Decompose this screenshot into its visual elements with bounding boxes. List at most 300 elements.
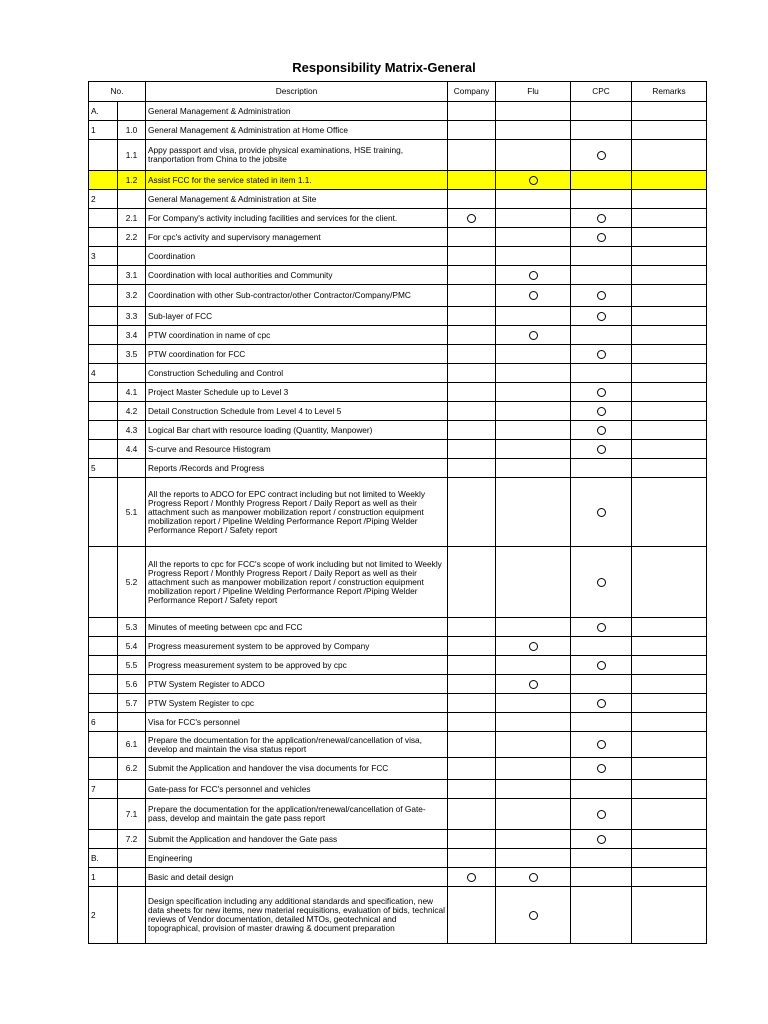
row-description: Sub-layer of FCC: [146, 307, 448, 326]
row-company-cell: [448, 364, 496, 383]
row-number: [89, 547, 118, 618]
table-row: [89, 326, 707, 345]
row-description: Progress measurement system to be approved by cpc: [146, 656, 448, 675]
row-company-cell: [448, 849, 496, 868]
row-flu-cell: [496, 478, 571, 547]
table-row: [89, 459, 707, 478]
row-number: [89, 383, 118, 402]
row-flu-cell: [496, 228, 571, 247]
row-flu-cell: [496, 868, 571, 887]
header-description: Description: [146, 82, 448, 102]
table-row: [89, 656, 707, 675]
row-number: [89, 440, 118, 459]
row-subnumber: 4.2: [118, 402, 146, 421]
row-description: PTW coordination for FCC: [146, 345, 448, 364]
row-subnumber: 5.5: [118, 656, 146, 675]
row-cpc-cell: [571, 780, 632, 799]
row-remarks-cell: [632, 307, 707, 326]
row-description: Logical Bar chart with resource loading (Quantity, Manpower): [146, 421, 448, 440]
row-number: 2: [89, 190, 118, 209]
row-description: Reports /Records and Progress: [146, 459, 448, 478]
table-row: [89, 421, 707, 440]
circle-mark-icon: [529, 271, 538, 280]
row-number: [89, 326, 118, 345]
table-row: [89, 121, 707, 140]
row-cpc-cell: [571, 326, 632, 345]
row-number: [89, 307, 118, 326]
row-number: 3: [89, 247, 118, 266]
row-remarks-cell: [632, 459, 707, 478]
table-row: [89, 285, 707, 307]
row-flu-cell: [496, 830, 571, 849]
table-row: [89, 694, 707, 713]
row-cpc-cell: [571, 618, 632, 637]
table-row: [89, 140, 707, 171]
circle-mark-icon: [597, 699, 606, 708]
row-subnumber: [118, 190, 146, 209]
row-remarks-cell: [632, 713, 707, 732]
circle-mark-icon: [597, 291, 606, 300]
row-flu-cell: [496, 102, 571, 121]
circle-mark-icon: [529, 176, 538, 185]
row-number: [89, 228, 118, 247]
row-cpc-cell: [571, 383, 632, 402]
table-row: [89, 102, 707, 121]
row-flu-cell: [496, 364, 571, 383]
row-cpc-cell: [571, 732, 632, 758]
row-company-cell: [448, 266, 496, 285]
row-company-cell: [448, 247, 496, 266]
table-row: [89, 758, 707, 780]
row-flu-cell: [496, 780, 571, 799]
row-cpc-cell: [571, 228, 632, 247]
table-row: [89, 830, 707, 849]
circle-mark-icon: [597, 426, 606, 435]
row-flu-cell: [496, 694, 571, 713]
row-flu-cell: [496, 190, 571, 209]
circle-mark-icon: [597, 578, 606, 587]
row-subnumber: 1.2: [118, 171, 146, 190]
row-subnumber: 5.1: [118, 478, 146, 547]
row-number: [89, 637, 118, 656]
row-remarks-cell: [632, 209, 707, 228]
row-number: 1: [89, 121, 118, 140]
row-subnumber: 1.1: [118, 140, 146, 171]
row-flu-cell: [496, 326, 571, 345]
row-number: [89, 732, 118, 758]
row-cpc-cell: [571, 799, 632, 830]
row-description: All the reports to ADCO for EPC contract including but not limited to Weekly Progress Report / Monthly Progress Report / Daily Report as well as their attachment such as manpower mobilization report / construction equipment mobilization report / Pipeline Welding Performance Report /Piping Welder Performance Report / Safety report: [146, 478, 448, 547]
row-number: [89, 830, 118, 849]
row-company-cell: [448, 758, 496, 780]
table-row: [89, 618, 707, 637]
row-subnumber: 6.2: [118, 758, 146, 780]
row-flu-cell: [496, 440, 571, 459]
row-remarks-cell: [632, 478, 707, 547]
row-cpc-cell: [571, 637, 632, 656]
row-company-cell: [448, 694, 496, 713]
row-remarks-cell: [632, 326, 707, 345]
table-row: [89, 364, 707, 383]
row-cpc-cell: [571, 247, 632, 266]
row-remarks-cell: [632, 758, 707, 780]
row-number: 6: [89, 713, 118, 732]
row-company-cell: [448, 345, 496, 364]
circle-mark-icon: [467, 214, 476, 223]
row-company-cell: [448, 637, 496, 656]
row-cpc-cell: [571, 209, 632, 228]
row-subnumber: 5.4: [118, 637, 146, 656]
row-flu-cell: [496, 171, 571, 190]
row-description: Basic and detail design: [146, 868, 448, 887]
circle-mark-icon: [597, 407, 606, 416]
row-subnumber: [118, 102, 146, 121]
row-cpc-cell: [571, 713, 632, 732]
circle-mark-icon: [529, 291, 538, 300]
row-subnumber: 2.2: [118, 228, 146, 247]
circle-mark-icon: [529, 873, 538, 882]
table-row: [89, 675, 707, 694]
row-remarks-cell: [632, 799, 707, 830]
row-remarks-cell: [632, 266, 707, 285]
row-number: 2: [89, 887, 118, 944]
row-company-cell: [448, 171, 496, 190]
row-subnumber: 7.1: [118, 799, 146, 830]
row-number: [89, 758, 118, 780]
row-remarks-cell: [632, 868, 707, 887]
row-cpc-cell: [571, 190, 632, 209]
table-row: [89, 478, 707, 547]
row-company-cell: [448, 656, 496, 675]
row-description: Design specification including any additional standards and specification, new data sheets for new items, new material requisitions, evaluation of bids, technical reviews of Vendor documentation, detailed MTOs, geotechnical and topographical, provision of master drawing & document preparation: [146, 887, 448, 944]
row-subnumber: 5.3: [118, 618, 146, 637]
row-subnumber: 4.4: [118, 440, 146, 459]
row-remarks-cell: [632, 547, 707, 618]
row-company-cell: [448, 326, 496, 345]
row-flu-cell: [496, 345, 571, 364]
row-subnumber: [118, 713, 146, 732]
row-flu-cell: [496, 618, 571, 637]
row-number: [89, 285, 118, 307]
row-flu-cell: [496, 675, 571, 694]
header-remarks: Remarks: [632, 82, 707, 102]
row-company-cell: [448, 285, 496, 307]
row-company-cell: [448, 121, 496, 140]
row-subnumber: [118, 868, 146, 887]
row-company-cell: [448, 547, 496, 618]
row-flu-cell: [496, 402, 571, 421]
row-number: [89, 675, 118, 694]
row-remarks-cell: [632, 228, 707, 247]
row-company-cell: [448, 383, 496, 402]
row-number: B.: [89, 849, 118, 868]
row-company-cell: [448, 421, 496, 440]
row-number: [89, 421, 118, 440]
row-description: For cpc's activity and supervisory management: [146, 228, 448, 247]
row-description: PTW coordination in name of cpc: [146, 326, 448, 345]
responsibility-matrix-table: [88, 81, 707, 944]
table-row: [89, 307, 707, 326]
circle-mark-icon: [597, 764, 606, 773]
row-remarks-cell: [632, 247, 707, 266]
row-description: Engineering: [146, 849, 448, 868]
row-subnumber: 3.5: [118, 345, 146, 364]
row-number: 7: [89, 780, 118, 799]
row-number: [89, 694, 118, 713]
circle-mark-icon: [467, 873, 476, 882]
row-subnumber: [118, 780, 146, 799]
circle-mark-icon: [529, 331, 538, 340]
row-description: Detail Construction Schedule from Level 4 to Level 5: [146, 402, 448, 421]
row-cpc-cell: [571, 171, 632, 190]
row-remarks-cell: [632, 618, 707, 637]
row-cpc-cell: [571, 307, 632, 326]
row-subnumber: [118, 887, 146, 944]
table-row: [89, 637, 707, 656]
row-remarks-cell: [632, 285, 707, 307]
row-flu-cell: [496, 285, 571, 307]
row-number: [89, 171, 118, 190]
row-company-cell: [448, 780, 496, 799]
circle-mark-icon: [529, 680, 538, 689]
row-cpc-cell: [571, 478, 632, 547]
row-cpc-cell: [571, 345, 632, 364]
row-description: Appy passport and visa, provide physical examinations, HSE training, tranportation from China to the jobsite: [146, 140, 448, 171]
row-description: For Company's activity including facilities and services for the client.: [146, 209, 448, 228]
circle-mark-icon: [597, 661, 606, 670]
row-flu-cell: [496, 307, 571, 326]
table-row: [89, 440, 707, 459]
row-flu-cell: [496, 887, 571, 944]
row-flu-cell: [496, 247, 571, 266]
row-cpc-cell: [571, 121, 632, 140]
row-subnumber: 5.2: [118, 547, 146, 618]
row-description: Gate-pass for FCC's personnel and vehicles: [146, 780, 448, 799]
row-description: Prepare the documentation for the application/renewal/cancellation of visa, develop and maintain the visa status report: [146, 732, 448, 758]
row-cpc-cell: [571, 887, 632, 944]
row-cpc-cell: [571, 830, 632, 849]
row-cpc-cell: [571, 758, 632, 780]
row-flu-cell: [496, 656, 571, 675]
table-row: [89, 402, 707, 421]
row-cpc-cell: [571, 102, 632, 121]
row-company-cell: [448, 732, 496, 758]
row-description: Construction Scheduling and Control: [146, 364, 448, 383]
row-number: [89, 402, 118, 421]
row-number: 5: [89, 459, 118, 478]
row-number: 4: [89, 364, 118, 383]
row-remarks-cell: [632, 830, 707, 849]
row-subnumber: 5.7: [118, 694, 146, 713]
row-number: [89, 140, 118, 171]
row-description: Minutes of meeting between cpc and FCC: [146, 618, 448, 637]
row-subnumber: 5.6: [118, 675, 146, 694]
row-description: Progress measurement system to be approved by Company: [146, 637, 448, 656]
circle-mark-icon: [597, 810, 606, 819]
row-number: [89, 656, 118, 675]
row-cpc-cell: [571, 364, 632, 383]
circle-mark-icon: [597, 214, 606, 223]
row-number: [89, 209, 118, 228]
table-row: [89, 171, 707, 190]
row-remarks-cell: [632, 656, 707, 675]
row-description: Submit the Application and handover the visa documents for FCC: [146, 758, 448, 780]
circle-mark-icon: [597, 233, 606, 242]
row-company-cell: [448, 830, 496, 849]
row-flu-cell: [496, 266, 571, 285]
table-row: [89, 190, 707, 209]
table-row: [89, 547, 707, 618]
row-remarks-cell: [632, 421, 707, 440]
table-row: [89, 868, 707, 887]
row-subnumber: 2.1: [118, 209, 146, 228]
row-company-cell: [448, 713, 496, 732]
header-cpc: CPC: [571, 82, 632, 102]
row-company-cell: [448, 307, 496, 326]
row-number: [89, 266, 118, 285]
row-description: General Management & Administration at Site: [146, 190, 448, 209]
row-flu-cell: [496, 799, 571, 830]
circle-mark-icon: [597, 350, 606, 359]
row-cpc-cell: [571, 656, 632, 675]
row-company-cell: [448, 102, 496, 121]
circle-mark-icon: [597, 312, 606, 321]
row-remarks-cell: [632, 732, 707, 758]
row-subnumber: [118, 364, 146, 383]
row-remarks-cell: [632, 345, 707, 364]
row-remarks-cell: [632, 190, 707, 209]
row-flu-cell: [496, 459, 571, 478]
row-subnumber: 3.1: [118, 266, 146, 285]
row-subnumber: 3.4: [118, 326, 146, 345]
row-subnumber: 3.3: [118, 307, 146, 326]
row-remarks-cell: [632, 171, 707, 190]
row-cpc-cell: [571, 266, 632, 285]
row-cpc-cell: [571, 849, 632, 868]
row-flu-cell: [496, 209, 571, 228]
row-remarks-cell: [632, 102, 707, 121]
table-row: [89, 228, 707, 247]
circle-mark-icon: [597, 835, 606, 844]
row-subnumber: 1.0: [118, 121, 146, 140]
row-description: Submit the Application and handover the Gate pass: [146, 830, 448, 849]
row-company-cell: [448, 402, 496, 421]
row-remarks-cell: [632, 121, 707, 140]
circle-mark-icon: [597, 623, 606, 632]
row-cpc-cell: [571, 402, 632, 421]
row-cpc-cell: [571, 694, 632, 713]
row-description: Visa for FCC's personnel: [146, 713, 448, 732]
row-company-cell: [448, 209, 496, 228]
header-company: Company: [448, 82, 496, 102]
table-row: [89, 780, 707, 799]
row-cpc-cell: [571, 459, 632, 478]
row-description: PTW System Register to ADCO: [146, 675, 448, 694]
row-description: Project Master Schedule up to Level 3: [146, 383, 448, 402]
row-remarks-cell: [632, 675, 707, 694]
row-number: [89, 478, 118, 547]
row-cpc-cell: [571, 140, 632, 171]
row-subnumber: 7.2: [118, 830, 146, 849]
table-row: [89, 209, 707, 228]
table-body: [89, 102, 707, 944]
table-row: [89, 799, 707, 830]
row-description: General Management & Administration at Home Office: [146, 121, 448, 140]
row-company-cell: [448, 228, 496, 247]
row-remarks-cell: [632, 402, 707, 421]
row-flu-cell: [496, 383, 571, 402]
row-flu-cell: [496, 713, 571, 732]
table-row: [89, 345, 707, 364]
row-remarks-cell: [632, 440, 707, 459]
row-description: Assist FCC for the service stated in item 1.1.: [146, 171, 448, 190]
circle-mark-icon: [529, 911, 538, 920]
table-row: [89, 732, 707, 758]
row-company-cell: [448, 459, 496, 478]
circle-mark-icon: [597, 508, 606, 517]
circle-mark-icon: [597, 151, 606, 160]
row-remarks-cell: [632, 637, 707, 656]
circle-mark-icon: [597, 445, 606, 454]
table-header-row: [89, 82, 707, 102]
header-flu: Flu: [496, 82, 571, 102]
row-description: PTW System Register to cpc: [146, 694, 448, 713]
row-cpc-cell: [571, 547, 632, 618]
row-cpc-cell: [571, 868, 632, 887]
row-flu-cell: [496, 121, 571, 140]
row-subnumber: [118, 459, 146, 478]
table-row: [89, 247, 707, 266]
page-title: Responsibility Matrix-General: [292, 60, 476, 75]
row-description: Coordination: [146, 247, 448, 266]
row-number: 1: [89, 868, 118, 887]
circle-mark-icon: [529, 642, 538, 651]
row-flu-cell: [496, 758, 571, 780]
row-cpc-cell: [571, 285, 632, 307]
row-company-cell: [448, 618, 496, 637]
row-cpc-cell: [571, 421, 632, 440]
row-remarks-cell: [632, 383, 707, 402]
row-company-cell: [448, 868, 496, 887]
row-description: Coordination with local authorities and Community: [146, 266, 448, 285]
row-remarks-cell: [632, 364, 707, 383]
row-flu-cell: [496, 849, 571, 868]
row-remarks-cell: [632, 694, 707, 713]
row-number: [89, 345, 118, 364]
row-flu-cell: [496, 140, 571, 171]
row-company-cell: [448, 140, 496, 171]
table-row: [89, 849, 707, 868]
row-subnumber: 4.1: [118, 383, 146, 402]
row-description: All the reports to cpc for FCC's scope of work including but not limited to Weekly Progress Report / Monthly Progress Report / Daily Report as well as their attachment such as manpower mobilization report / construction equipment mobilization report / Pipeline Welding Performance Report /Piping Welder Performance Report / Safety report: [146, 547, 448, 618]
row-flu-cell: [496, 421, 571, 440]
table-row: [89, 887, 707, 944]
row-remarks-cell: [632, 849, 707, 868]
row-subnumber: 3.2: [118, 285, 146, 307]
row-company-cell: [448, 887, 496, 944]
circle-mark-icon: [597, 388, 606, 397]
row-description: Coordination with other Sub-contractor/other Contractor/Company/PMC: [146, 285, 448, 307]
row-company-cell: [448, 478, 496, 547]
row-flu-cell: [496, 547, 571, 618]
row-company-cell: [448, 190, 496, 209]
row-subnumber: 6.1: [118, 732, 146, 758]
table-row: [89, 266, 707, 285]
row-subnumber: [118, 849, 146, 868]
row-cpc-cell: [571, 675, 632, 694]
header-no: No.: [89, 82, 146, 102]
row-subnumber: [118, 247, 146, 266]
